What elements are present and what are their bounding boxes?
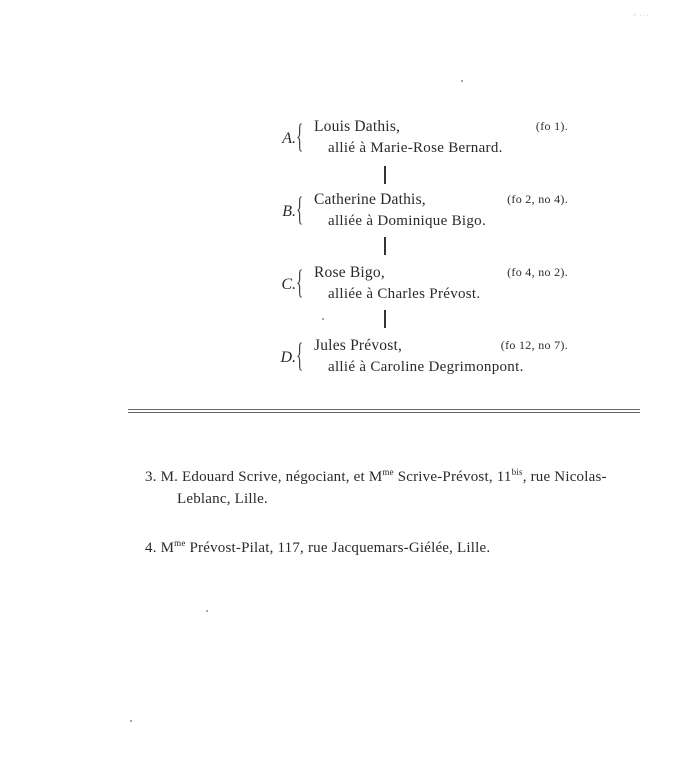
brace-icon: {: [296, 191, 304, 228]
scan-speck: [322, 318, 324, 320]
genealogy-entry-c: [268, 264, 568, 308]
generation-letter: B.: [282, 203, 296, 220]
folio-reference: (fo 1).: [535, 119, 568, 133]
person-name: Rose Bigo,: [314, 264, 385, 281]
entry-text-part: M: [160, 540, 175, 556]
descent-line: [384, 310, 386, 328]
genealogy-entry-b: [268, 191, 568, 235]
scan-speck: [206, 610, 208, 612]
entry-text-part: M. Edouard Scrive, négociant, et M: [160, 469, 383, 485]
person-name: Louis Dathis,: [314, 118, 401, 135]
folio-reference: (fo 2, no 4).: [507, 192, 568, 206]
alliance-line: allié à Caroline Degrimonpont.: [328, 359, 524, 375]
generation-letter: A.: [282, 130, 296, 147]
person-name: Catherine Dathis,: [314, 191, 426, 208]
brace-icon: {: [296, 118, 304, 155]
person-name: Jules Prévost,: [314, 337, 403, 354]
scan-speck: [130, 720, 132, 722]
generation-letter: C.: [281, 276, 296, 293]
superscript: bis: [511, 467, 523, 477]
entry-number: 4.: [145, 540, 157, 556]
entry-continuation: Leblanc, Lille.: [177, 491, 268, 507]
descent-line: [384, 237, 386, 255]
entry-text-part: , rue Nicolas-: [522, 469, 607, 485]
address-entry-4: [145, 537, 645, 559]
folio-reference: (fo 12, no 7).: [500, 338, 568, 352]
brace-icon: {: [296, 337, 304, 374]
genealogy-entry-a: [268, 118, 568, 162]
scan-artifact: ⁘ ·· ·: [631, 13, 649, 19]
scan-speck: [461, 80, 463, 82]
generation-letter: D.: [280, 349, 296, 366]
alliance-line: allié à Marie-Rose Bernard.: [328, 140, 503, 156]
address-entry-3: [145, 466, 645, 510]
superscript: me: [382, 467, 394, 477]
genealogy-entry-d: [268, 337, 568, 381]
entry-number: 3.: [145, 469, 157, 485]
brace-icon: {: [296, 264, 304, 301]
section-divider-bottom: [128, 412, 640, 413]
entry-text-part: Prévost-Pilat, 117, rue Jacquemars-Giélée, Lille.: [185, 540, 491, 556]
entry-text-part: Scrive-Prévost, 11: [393, 469, 512, 485]
alliance-line: alliée à Charles Prévost.: [328, 286, 481, 302]
superscript: me: [174, 538, 186, 548]
alliance-line: alliée à Dominique Bigo.: [328, 213, 486, 229]
descent-line: [384, 166, 386, 184]
folio-reference: (fo 4, no 2).: [507, 265, 568, 279]
section-divider-top: [128, 409, 640, 410]
